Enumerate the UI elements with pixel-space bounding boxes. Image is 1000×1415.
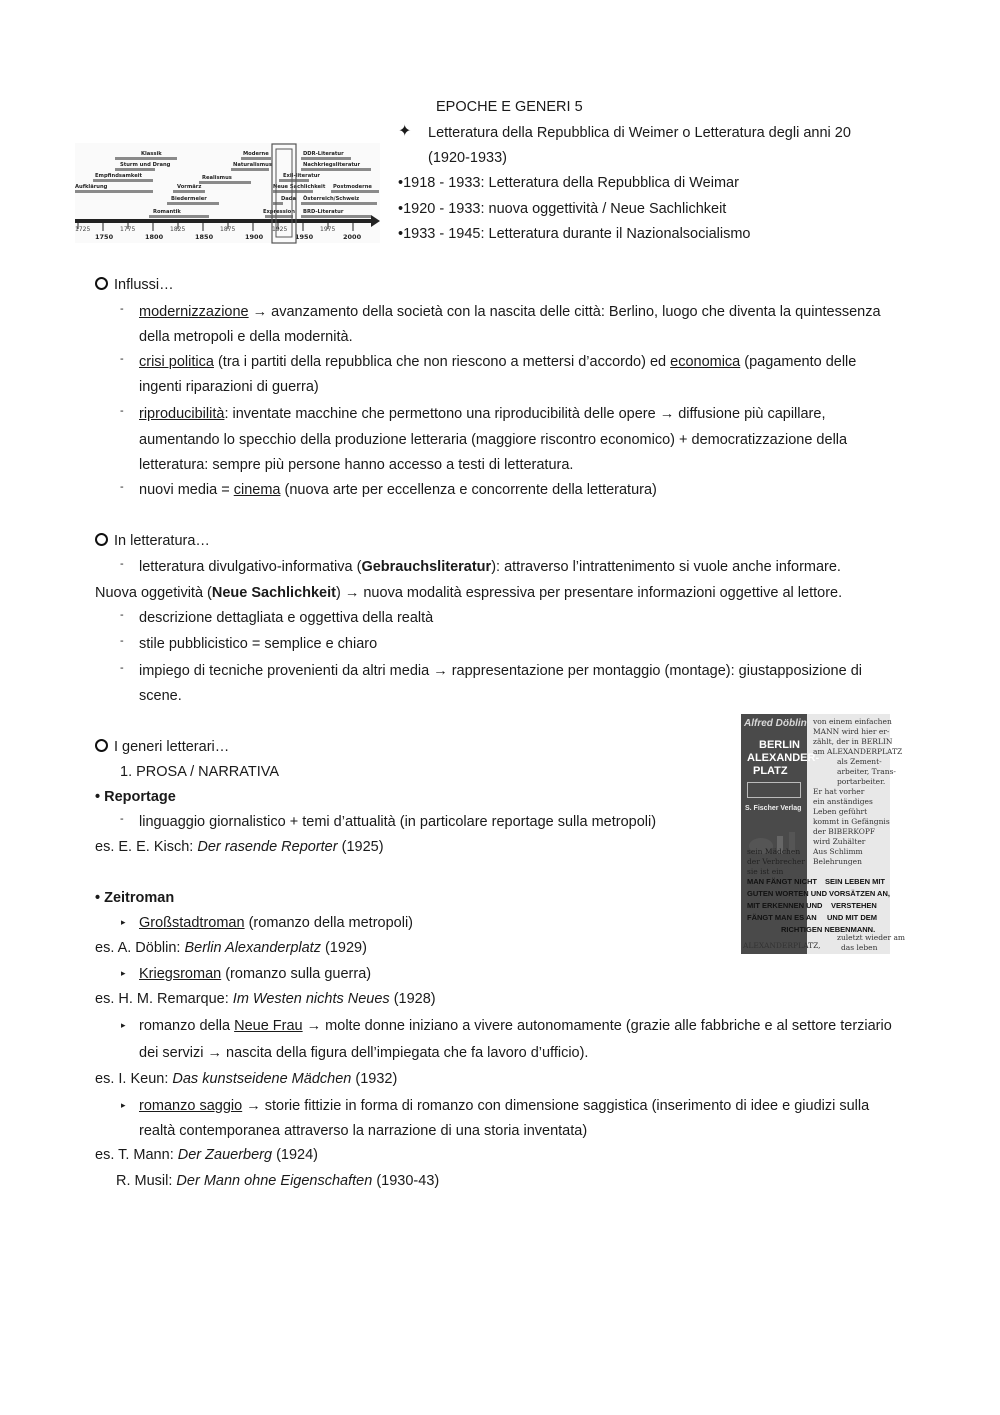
page-title: EPOCHE E GENERI 5 bbox=[436, 99, 583, 115]
example-line bbox=[95, 837, 384, 857]
example-line bbox=[95, 989, 436, 1009]
example-title: Berlin Alexanderplatz bbox=[184, 940, 321, 956]
timeline-year-label: 1750 bbox=[95, 233, 114, 241]
topic-line-1: Letteratura della Repubblica di Weimer o Letteratura degli anni 20 bbox=[428, 125, 851, 141]
cover-title-line: BERLIN bbox=[759, 739, 800, 751]
cover-handwriting-line: Aus Schlimm bbox=[813, 847, 863, 856]
triangle-bullet-icon: ▸ bbox=[121, 917, 126, 927]
section-heading: Influssi… bbox=[114, 277, 174, 293]
dash-bullet-icon: - bbox=[120, 635, 124, 647]
influssi-item bbox=[139, 404, 825, 424]
timeline-year-label: 1875 bbox=[220, 226, 236, 233]
dash-bullet-icon: - bbox=[120, 813, 124, 825]
cover-handwriting-line: kommt in Gefängnis bbox=[813, 817, 890, 826]
timeline-year-label: 1850 bbox=[195, 233, 214, 241]
underlined-term: cinema bbox=[233, 482, 281, 498]
cover-caps-line: MIT ERKENNEN UND bbox=[747, 901, 823, 910]
item-text: (tra i partiti della repubblica che non riescono a mettersi d’accordo) ed bbox=[213, 354, 671, 370]
zeitroman-subtype-cont: realtà contemporanea attraverso la narrazione di una storia inventata) bbox=[139, 1123, 588, 1139]
literary-epochs-timeline bbox=[75, 143, 380, 243]
item-text: romanzo della bbox=[139, 1018, 235, 1034]
cover-handwriting-line: wird Zuhälter bbox=[813, 837, 866, 846]
period-bullet: •1920 - 1933: nuova oggettività / Neue Sachlichkeit bbox=[398, 201, 727, 217]
item-text: (pagamento delle bbox=[740, 354, 857, 370]
zeitroman-subtype bbox=[139, 913, 413, 933]
cover-title-line: PLATZ bbox=[753, 765, 788, 777]
cover-handwriting-line: Leben geführt bbox=[813, 807, 868, 816]
timeline-epoch-label: BRD-Literatur bbox=[303, 209, 344, 215]
item-text: → molte donne iniziano a vivere autonomamente (grazie alle fabbriche e al settore terziario bbox=[302, 1018, 892, 1034]
timeline-epoch-label: Vormärz bbox=[177, 184, 202, 190]
example-year: (1924) bbox=[272, 1147, 318, 1163]
item-text: : inventate macchine che permettono una riproducibilità delle opere → diffusione più capillare, bbox=[224, 406, 826, 422]
zeitroman-subtype bbox=[139, 1016, 892, 1036]
timeline-epoch-label: Neue Sachlichkeit bbox=[273, 184, 326, 190]
example-line bbox=[95, 1069, 397, 1089]
neue-sachlichkeit-line bbox=[95, 583, 842, 603]
dash-bullet-icon: - bbox=[120, 353, 124, 365]
dash-bullet-icon: - bbox=[120, 662, 124, 674]
item-text: ) → nuova modalità espressiva per presentare informazioni oggettive al lettore. bbox=[335, 585, 843, 601]
cover-caps-line: RICHTIGEN NEBENMANN. bbox=[781, 925, 876, 934]
timeline-epoch-label: Österreich/Schweiz bbox=[303, 196, 360, 202]
timeline-year-label: 2000 bbox=[343, 233, 362, 241]
zeitroman-subtype bbox=[139, 1096, 869, 1116]
section-influssi bbox=[95, 275, 174, 295]
example-line bbox=[116, 1171, 439, 1191]
timeline-epoch-label: Dada bbox=[281, 196, 297, 202]
section-heading: I generi letterari… bbox=[114, 739, 230, 755]
topic-line-2: (1920-1933) bbox=[428, 150, 507, 166]
cover-author: Alfred Döblin bbox=[744, 718, 807, 729]
example-year: (1928) bbox=[389, 991, 436, 1007]
example-author: es. E. E. Kisch: bbox=[95, 839, 198, 855]
timeline-year-label: 1825 bbox=[170, 226, 186, 233]
cover-publisher: S. Fischer Verlag bbox=[745, 805, 802, 812]
item-text: (nuova arte per eccellenza e concorrente della letteratura) bbox=[280, 482, 657, 498]
underlined-term: Neue Frau bbox=[234, 1018, 303, 1034]
cover-handwriting-line: zählt, der in BERLIN bbox=[813, 737, 893, 746]
cover-handwriting-line: zuletzt wieder am bbox=[837, 933, 906, 942]
dash-bullet-icon: - bbox=[120, 405, 124, 417]
timeline-epoch-label: Naturalismus bbox=[233, 162, 272, 168]
example-title: Der rasende Reporter bbox=[197, 839, 338, 855]
cover-handwriting-line: der Verbrecher bbox=[747, 857, 805, 866]
timeline-epoch-label: Aufklärung bbox=[75, 184, 108, 190]
cover-title-line: ALEXANDER- bbox=[747, 752, 820, 764]
example-year: (1929) bbox=[320, 940, 367, 956]
zeitroman-subtype-cont: dei servizi → nascita della figura dell’impiegata che fa lavoro d’ufficio). bbox=[139, 1045, 589, 1061]
circle-bullet-icon bbox=[95, 277, 108, 290]
timeline-epoch-label: Nachkriegsliteratur bbox=[303, 162, 361, 168]
timeline-epoch-label: Biedermeier bbox=[171, 196, 207, 202]
bold-term: Gebrauchsliteratur bbox=[361, 559, 492, 575]
bold-term: Neue Sachlichkeit bbox=[211, 585, 336, 601]
underlined-term: Kriegsroman bbox=[139, 966, 222, 982]
timeline-year-label: 1975 bbox=[320, 226, 336, 233]
item-text: ): attraverso l’intrattenimento si vuole anche informare. bbox=[491, 559, 841, 575]
underlined-term: riproducibilità bbox=[139, 406, 225, 422]
cover-handwriting-line: von einem einfachen bbox=[813, 717, 892, 726]
dash-bullet-icon: - bbox=[120, 609, 124, 621]
cover-handwriting-line: das leben bbox=[841, 943, 878, 952]
timeline-epoch-label: Empfindsamkeit bbox=[95, 173, 142, 179]
section-generi bbox=[95, 737, 229, 757]
dash-bullet-icon: - bbox=[120, 481, 124, 493]
timeline-year-label: 1775 bbox=[120, 226, 136, 233]
influssi-item-cont: ingenti riparazioni di guerra) bbox=[139, 379, 319, 395]
cover-caps-line: MAN FÄNGT NICHT bbox=[747, 877, 817, 886]
example-title: Im Westen nichts Neues bbox=[232, 991, 390, 1007]
timeline-year-label: 1800 bbox=[145, 233, 164, 241]
influssi-item bbox=[139, 302, 881, 322]
timeline-epoch-label: Exil-literatur bbox=[283, 173, 320, 179]
cover-caps-line: SEIN LEBEN MIT bbox=[825, 877, 886, 886]
example-title: Der Mann ohne Eigenschaften bbox=[176, 1173, 373, 1189]
timeline-epoch-label: DDR-Literatur bbox=[303, 151, 344, 157]
example-line bbox=[95, 938, 367, 958]
reportage-item: linguaggio giornalistico + temi d’attualità (in particolare reportage sulla metropoli) bbox=[139, 814, 657, 830]
section-letteratura bbox=[95, 531, 210, 551]
timeline-epoch-label: Moderne bbox=[243, 151, 269, 157]
example-line bbox=[95, 1145, 318, 1165]
underlined-term: crisi politica bbox=[139, 354, 214, 370]
zeitroman-subtype bbox=[139, 964, 371, 984]
triangle-bullet-icon: ▸ bbox=[121, 1020, 126, 1030]
timeline-epoch-label: Klassik bbox=[141, 151, 162, 157]
dash-bullet-icon: - bbox=[120, 558, 124, 570]
section-heading: In letteratura… bbox=[114, 533, 210, 549]
cover-handwriting-line: sie ist ein bbox=[747, 867, 784, 876]
triangle-bullet-icon: ▸ bbox=[121, 1100, 126, 1110]
cover-caps-line: VORSÄTZEN AN, bbox=[829, 889, 890, 898]
example-author: R. Musil: bbox=[116, 1173, 177, 1189]
underlined-term: romanzo saggio bbox=[139, 1098, 243, 1114]
cover-caps-line: GUTEN WORTEN UND bbox=[747, 889, 827, 898]
item-text: letteratura divulgativo-informativa ( bbox=[139, 559, 362, 575]
genre-reportage-heading: • Reportage bbox=[95, 789, 176, 805]
genre-zeitroman-heading: • Zeitroman bbox=[95, 890, 175, 906]
example-year: (1925) bbox=[337, 839, 384, 855]
cover-handwriting-line: am ALEXANDERPLATZ bbox=[813, 747, 903, 756]
ns-item: impiego di tecniche provenienti da altri media → rappresentazione per montaggio (montage): giustapposizione di bbox=[139, 663, 863, 679]
numbered-subheading: 1. PROSA / NARRATIVA bbox=[120, 764, 280, 780]
timeline-epoch-label: Postmoderne bbox=[333, 184, 372, 190]
letteratura-item bbox=[139, 557, 841, 577]
circle-bullet-icon bbox=[95, 533, 108, 546]
triangle-bullet-icon: ▸ bbox=[121, 968, 126, 978]
cover-handwriting-line: als Zement- bbox=[837, 757, 882, 766]
cover-handwriting-line: arbeiter, Trans- bbox=[837, 767, 896, 776]
cover-handwriting-line: portarbeiter. bbox=[837, 777, 886, 786]
cover-handwriting-line: der BIBERKOPF bbox=[813, 827, 876, 836]
cover-caps-line: UND MIT DEM bbox=[827, 913, 877, 922]
berlin-alexanderplatz-cover-image bbox=[741, 714, 906, 954]
example-author: es. A. Döblin: bbox=[95, 940, 185, 956]
cover-handwriting-line: MANN wird hier er- bbox=[813, 727, 890, 736]
period-bullet: •1933 - 1945: Letteratura durante il Nazionalsocialismo bbox=[398, 226, 751, 242]
item-text: (romanzo della metropoli) bbox=[244, 915, 414, 931]
period-bullet: •1918 - 1933: Letteratura della Repubblica di Weimar bbox=[398, 175, 739, 191]
timeline-year-label: 1950 bbox=[295, 233, 314, 241]
four-point-star-icon: ✦ bbox=[398, 123, 412, 140]
timeline-year-label: 1725 bbox=[75, 226, 91, 233]
timeline-epoch-label: Realismus bbox=[202, 175, 232, 181]
influssi-item-cont: letteratura: sempre più persone hanno accesso a testi di letteratura. bbox=[139, 457, 574, 473]
item-text: nuovi media = bbox=[139, 482, 234, 498]
cover-caps-line: VERSTEHEN bbox=[831, 901, 877, 910]
example-year: (1930-43) bbox=[372, 1173, 440, 1189]
cover-handwriting-line: Belehrungen bbox=[813, 857, 862, 866]
influssi-item-cont: aumentando lo specchio della produzione letteraria (maggiore riscontro economico) + democratizzazione della bbox=[139, 432, 848, 448]
dash-bullet-icon: - bbox=[120, 303, 124, 315]
underlined-term: economica bbox=[670, 354, 741, 370]
influssi-item bbox=[139, 480, 657, 500]
circle-bullet-icon bbox=[95, 739, 108, 752]
timeline-epoch-label: Expression bbox=[263, 209, 295, 215]
timeline-year-label: 1925 bbox=[272, 226, 288, 233]
underlined-term: Großstadtroman bbox=[139, 915, 245, 931]
ns-item: stile pubblicistico = semplice e chiaro bbox=[139, 636, 378, 652]
ns-item-cont: scene. bbox=[139, 688, 182, 704]
example-author: es. I. Keun: bbox=[95, 1071, 173, 1087]
cover-handwriting-line: Er hat vorher bbox=[813, 787, 865, 796]
cover-handwriting-line: ein anständiges bbox=[813, 797, 873, 806]
example-author: es. T. Mann: bbox=[95, 1147, 178, 1163]
cover-handwriting-line: sein Mädchen bbox=[747, 847, 801, 856]
example-title: Das kunstseidene Mädchen bbox=[172, 1071, 352, 1087]
example-title: Der Zauerberg bbox=[177, 1147, 273, 1163]
cover-subtitle-box bbox=[747, 782, 801, 798]
cover-caps-line: FÄNGT MAN ES AN bbox=[747, 913, 817, 922]
influssi-item-cont: della metropoli e della modernità. bbox=[139, 329, 353, 345]
item-text: → avanzamento della società con la nascita delle città: Berlino, luogo che diventa la quintessenza bbox=[248, 304, 881, 320]
timeline-year-label: 1900 bbox=[245, 233, 264, 241]
item-text: Nuova oggetività ( bbox=[95, 585, 212, 601]
timeline-epoch-label: Romantik bbox=[153, 209, 181, 215]
cover-handwriting-line: ALEXANDERPLATZ, bbox=[743, 941, 821, 950]
example-year: (1932) bbox=[351, 1071, 398, 1087]
timeline-epoch-label: Sturm und Drang bbox=[120, 162, 171, 168]
item-text: → storie fittizie in forma di romanzo con dimensione saggistica (inserimento di idee e giudizi sulla bbox=[242, 1098, 870, 1114]
influssi-item bbox=[139, 352, 856, 372]
ns-item: descrizione dettagliata e oggettiva della realtà bbox=[139, 610, 434, 626]
item-text: (romanzo sulla guerra) bbox=[221, 966, 372, 982]
example-author: es. H. M. Remarque: bbox=[95, 991, 233, 1007]
underlined-term: modernizzazione bbox=[139, 304, 249, 320]
